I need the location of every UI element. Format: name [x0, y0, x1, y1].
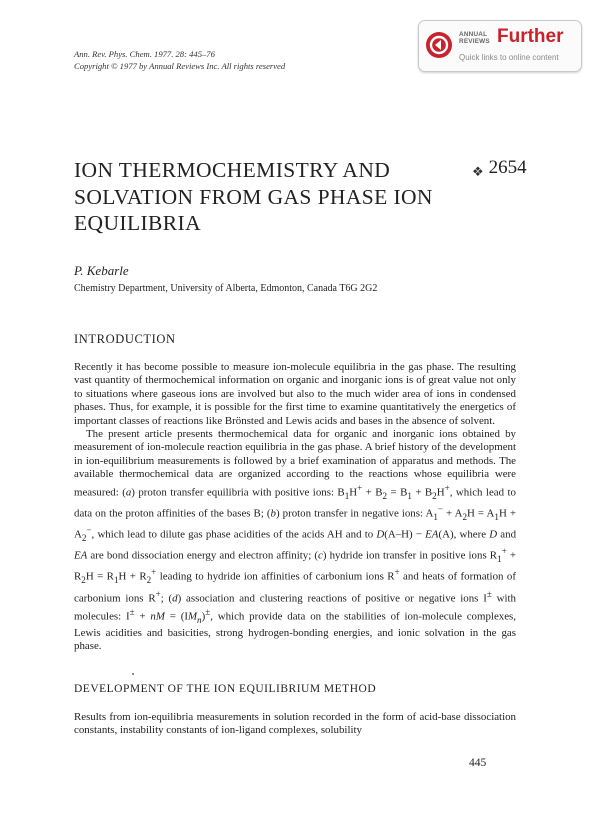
- article-mark-icon: ❖: [472, 164, 484, 179]
- introduction-body: [74, 361, 516, 654]
- article-number-value: 2654: [488, 157, 527, 178]
- paragraph: Results from ion-equilibria measurements in solution recorded in the form of acid-base dissociation constants, instability constants of ion-ligand complexes, solubility: [74, 711, 516, 737]
- journal-citation: [74, 48, 285, 72]
- further-label: Further: [497, 26, 564, 47]
- annual-reviews-brand: [459, 31, 490, 45]
- section-heading-introduction: INTRODUCTION: [74, 332, 176, 346]
- brand-line: REVIEWS: [459, 38, 490, 45]
- further-badge[interactable]: [418, 20, 582, 72]
- article-number: [472, 157, 527, 179]
- title-line: ION THERMOCHEMISTRY AND: [74, 158, 391, 182]
- further-logo-icon: [426, 32, 452, 58]
- page-number: 445: [469, 757, 487, 769]
- paragraph: The present article presents thermochemical data for organic and inorganic ions obtained by measurement of ion-molecule reaction equilibria in the gas phase. A brief history of the development in ion-equilibrium measurements is followed by a brief examination of apparatus and methods. The available thermochemical data are organized according to the reactions whose equilibria were measured: (a) proton transfer equilibria with positive ions: $B_1H^+ + B_2 = B_1 + B_2H^+$, which lead to data on the proton affinities of the bases B; (b) proton transfer in negative ions: $A_1^- + A_2H = A_1H + A_2^-$, which lead to dilute gas phase acidities of the acids AH and to D(A–H) − EA(A), where D and EA are bond dissociation energy and electron affinity; (c) hydride ion transfer in positive ions $R_1^+ + R_2H = R_1H + R_2^+$ leading to hydride ion affinities of carbonium ions R+ and heats of formation of carbonium ions R+; (d) association and clustering reactions of positive or negative ions I± with molecules: I± + nM = $(IM_n)^\pm$, which provide data on the stabilities of ion-molecule complexes, Lewis acidities and basicities, strong hydrogen-bonding energies, and ionic solvation in the gas phase.: [74, 428, 517, 653]
- title-line: EQUILIBRIA: [74, 211, 202, 235]
- further-tagline: Quick links to online content: [459, 53, 559, 62]
- journal-citation-line: Ann. Rev. Phys. Chem. 1977. 28: 445–76: [74, 49, 215, 59]
- paragraph: Recently it has become possible to measure ion-molecule equilibria in the gas phase. The resulting vast quantity of thermochemical information on organic and inorganic ions is of great value not only to situations where gaseous ions are involved but also to the much wider area of ions in condensed phases. Thus, for example, it is possible for the first time to examine quantitatively the energetics of important classes of reactions like Brönsted and Lewis acids and bases in the absence of solvent.: [74, 361, 516, 427]
- article-title: [74, 157, 433, 237]
- author-name: P. Kebarle: [74, 263, 129, 278]
- print-speck: [132, 673, 134, 675]
- brand-line: ANNUAL: [459, 31, 488, 38]
- copyright-line: Copyright © 1977 by Annual Reviews Inc. All rights reserved: [74, 61, 286, 71]
- development-body: [74, 711, 516, 738]
- section-heading-development: DEVELOPMENT OF THE ION EQUILIBRIUM METHOD: [74, 683, 377, 695]
- author-affiliation: Chemistry Department, University of Alberta, Edmonton, Canada T6G 2G2: [74, 283, 378, 294]
- title-line: SOLVATION FROM GAS PHASE ION: [74, 184, 433, 209]
